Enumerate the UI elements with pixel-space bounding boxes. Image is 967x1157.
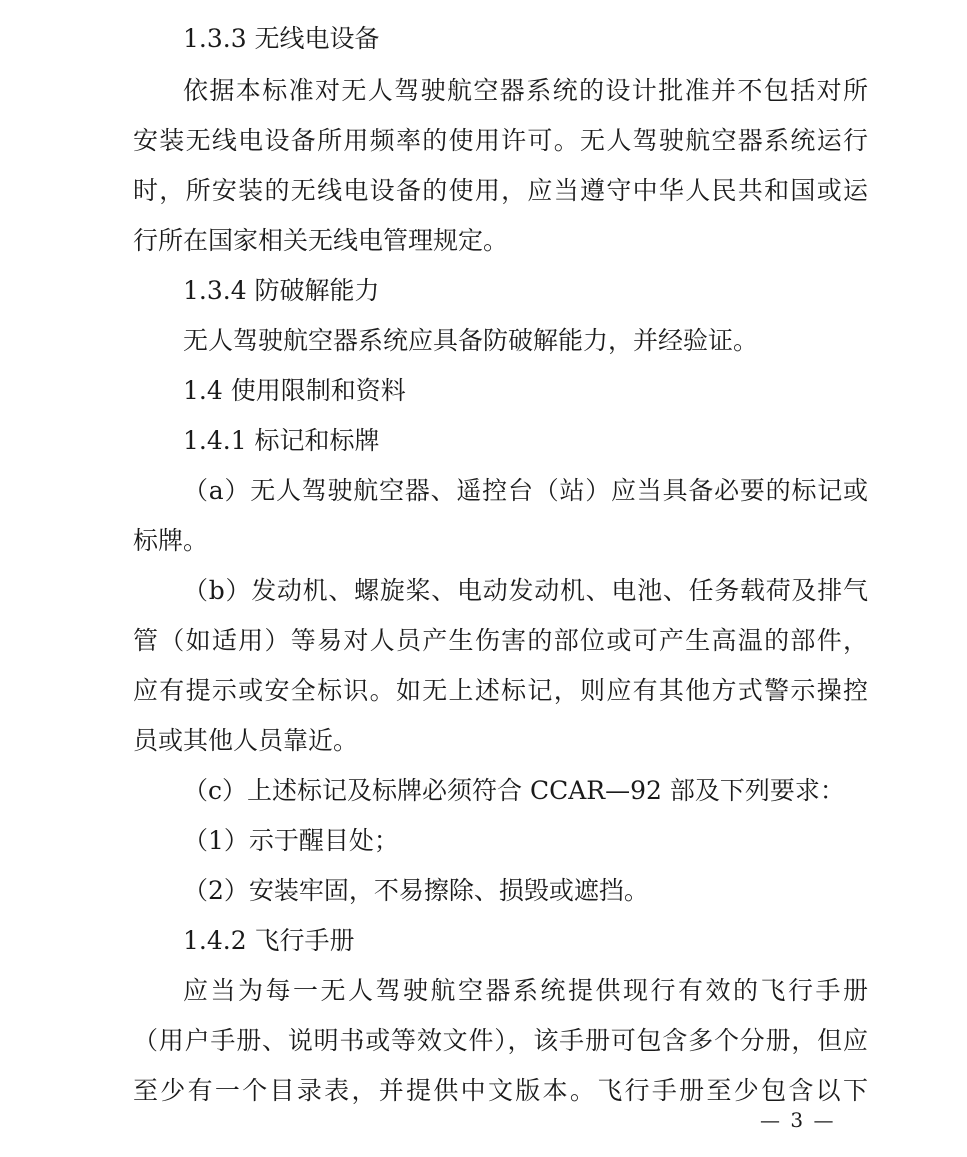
paragraph-line: 标牌。 — [133, 526, 209, 555]
paragraph-line: 依据本标准对无人驾驶航空器系统的设计批准并不包括对所 — [183, 76, 868, 105]
list-item: （1）示于醒目处； — [183, 826, 399, 855]
paragraph-line: （a）无人驾驶航空器、遥控台（站）应当具备必要的标记或 — [183, 476, 868, 505]
heading-1-3-4: 1.3.4 防破解能力 — [183, 276, 380, 305]
paragraph-line: 员或其他人员靠近。 — [133, 726, 359, 755]
paragraph-line: 安装无线电设备所用频率的使用许可。无人驾驶航空器系统运行 — [133, 126, 868, 155]
paragraph-line: （b）发动机、螺旋桨、电动发动机、电池、任务载荷及排气 — [183, 576, 868, 605]
paragraph-line: （c）上述标记及标牌必须符合 CCAR—92 部及下列要求： — [183, 776, 845, 805]
heading-1-4: 1.4 使用限制和资料 — [183, 376, 406, 405]
paragraph-line: 行所在国家相关无线电管理规定。 — [133, 226, 509, 255]
paragraph-line: 应当为每一无人驾驶航空器系统提供现行有效的飞行手册 — [183, 976, 868, 1005]
heading-1-3-3: 1.3.3 无线电设备 — [183, 24, 380, 53]
paragraph-line: （用户手册、说明书或等效文件），该手册可包含多个分册，但应 — [133, 1026, 868, 1055]
paragraph-line: 管（如适用）等易对人员产生伤害的部位或可产生高温的部件， — [133, 626, 868, 655]
page-number: — 3 — — [760, 1108, 836, 1132]
paragraph-line: 至少有一个目录表，并提供中文版本。飞行手册至少包含以下 — [133, 1076, 868, 1105]
list-item: （2）安装牢固，不易擦除、损毁或遮挡。 — [183, 876, 649, 905]
heading-1-4-1: 1.4.1 标记和标牌 — [183, 426, 380, 455]
paragraph-line: 无人驾驶航空器系统应具备防破解能力，并经验证。 — [183, 326, 759, 355]
paragraph-line: 时，所安装的无线电设备的使用，应当遵守中华人民共和国或运 — [133, 176, 868, 205]
paragraph-line: 应有提示或安全标识。如无上述标记，则应有其他方式警示操控 — [133, 676, 868, 705]
heading-1-4-2: 1.4.2 飞行手册 — [183, 926, 355, 955]
